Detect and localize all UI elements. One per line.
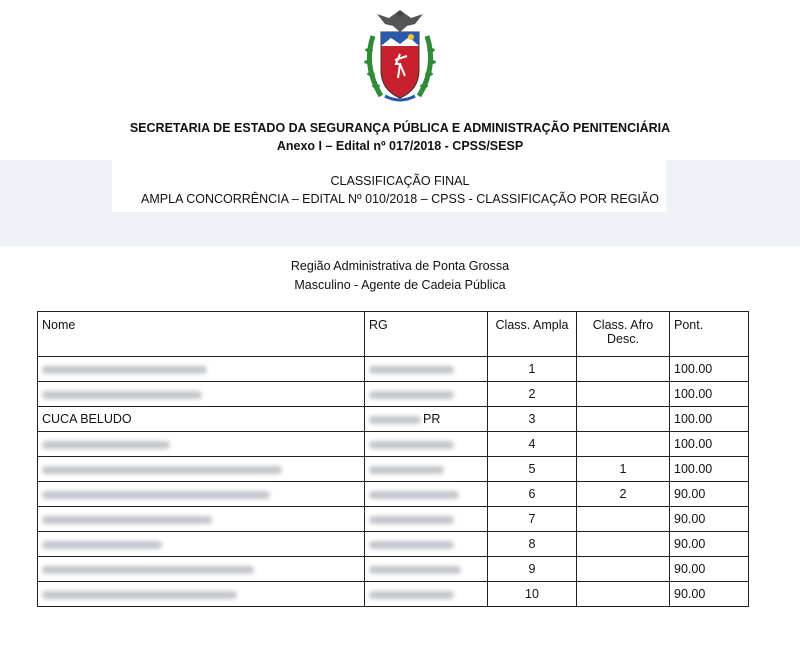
- redacted-rg: [369, 516, 454, 524]
- redacted-rg: [369, 541, 454, 549]
- cell-class-afro: [577, 582, 670, 607]
- cell-name: CUCA BELUDO: [38, 407, 365, 432]
- cell-class-ampla: 5: [488, 457, 577, 482]
- table-row: [38, 482, 749, 507]
- cell-rg: [365, 357, 488, 382]
- cell-points: 100.00: [670, 357, 749, 382]
- cell-class-afro: 1: [577, 457, 670, 482]
- cell-name: [38, 482, 365, 507]
- redacted-rg: [369, 491, 459, 499]
- cell-name: [38, 557, 365, 582]
- cell-points: 90.00: [670, 582, 749, 607]
- cell-rg: [365, 532, 488, 557]
- cell-class-afro: [577, 382, 670, 407]
- redacted-name: [42, 466, 282, 474]
- redacted-name: [42, 516, 212, 524]
- redacted-rg: [369, 366, 454, 374]
- cell-points: 90.00: [670, 482, 749, 507]
- cell-name: [38, 382, 365, 407]
- cell-class-ampla: 9: [488, 557, 577, 582]
- cell-rg: [365, 407, 488, 432]
- column-header-class-ampla: Class. Ampla: [488, 312, 577, 357]
- cell-rg: [365, 382, 488, 407]
- table-row: [38, 407, 749, 432]
- cell-class-ampla: 8: [488, 532, 577, 557]
- table-row: [38, 582, 749, 607]
- cell-rg: [365, 507, 488, 532]
- column-header-class-afro: Class. Afro Desc.: [577, 312, 670, 357]
- annex-title: Anexo I – Edital nº 017/2018 - CPSS/SESP: [276, 139, 524, 153]
- classification-subtitle: AMPLA CONCORRÊNCIA – EDITAL Nº 010/2018 – CPSS - CLASSIFICAÇÃO POR REGIÃO: [141, 192, 659, 206]
- cell-points: 90.00: [670, 532, 749, 557]
- coat-of-arms-emblem: [359, 6, 441, 104]
- redacted-rg: [369, 591, 454, 599]
- cell-class-afro: [577, 432, 670, 457]
- table-row: [38, 557, 749, 582]
- cell-rg: [365, 582, 488, 607]
- redacted-name: [42, 566, 254, 574]
- column-header-name: Nome: [38, 312, 365, 357]
- redacted-name: [42, 366, 207, 374]
- table-row: [38, 457, 749, 482]
- table-row: [38, 382, 749, 407]
- redacted-rg: [369, 566, 461, 574]
- redacted-rg: [369, 441, 454, 449]
- department-title: SECRETARIA DE ESTADO DA SEGURANÇA PÚBLICA E ADMINISTRAÇÃO PENITENCIÁRIA: [129, 121, 671, 135]
- redacted-name: [42, 441, 170, 449]
- cell-class-ampla: 7: [488, 507, 577, 532]
- cell-rg: [365, 432, 488, 457]
- region-title: Região Administrativa de Ponta Grossa: [290, 259, 510, 273]
- table-row: [38, 357, 749, 382]
- cell-name: [38, 357, 365, 382]
- cell-name: [38, 582, 365, 607]
- cell-points: 90.00: [670, 507, 749, 532]
- cell-class-afro: 2: [577, 482, 670, 507]
- results-table: [37, 311, 749, 607]
- cell-class-ampla: 2: [488, 382, 577, 407]
- redacted-name: [42, 491, 270, 499]
- cell-points: 100.00: [670, 457, 749, 482]
- classification-title: CLASSIFICAÇÃO FINAL: [330, 174, 470, 188]
- table-row: [38, 507, 749, 532]
- cell-points: 100.00: [670, 407, 749, 432]
- redacted-rg: [369, 416, 421, 424]
- cell-name: [38, 457, 365, 482]
- cell-class-afro: [577, 532, 670, 557]
- cell-class-afro: [577, 557, 670, 582]
- redacted-rg: [369, 391, 454, 399]
- cell-rg: [365, 557, 488, 582]
- redacted-rg: [369, 466, 444, 474]
- table-row: [38, 532, 749, 557]
- cell-class-ampla: 10: [488, 582, 577, 607]
- cell-name: [38, 532, 365, 557]
- redacted-name: [42, 391, 202, 399]
- cell-points: 90.00: [670, 557, 749, 582]
- cell-class-ampla: 1: [488, 357, 577, 382]
- redacted-name: [42, 541, 162, 549]
- cell-class-ampla: 6: [488, 482, 577, 507]
- cell-class-afro: [577, 507, 670, 532]
- cell-class-ampla: 4: [488, 432, 577, 457]
- redacted-name: [42, 591, 237, 599]
- cell-class-afro: [577, 407, 670, 432]
- position-title: Masculino - Agente de Cadeia Pública: [294, 278, 506, 292]
- rg-state: PR: [423, 412, 441, 426]
- cell-class-ampla: 3: [488, 407, 577, 432]
- column-header-rg: RG: [365, 312, 488, 357]
- cell-rg: [365, 457, 488, 482]
- cell-name: [38, 432, 365, 457]
- table-header-row: [38, 312, 749, 357]
- column-header-points: Pont.: [670, 312, 749, 357]
- table-row: [38, 432, 749, 457]
- cell-class-afro: [577, 357, 670, 382]
- cell-rg: [365, 482, 488, 507]
- cell-points: 100.00: [670, 432, 749, 457]
- cell-points: 100.00: [670, 382, 749, 407]
- cell-name: [38, 507, 365, 532]
